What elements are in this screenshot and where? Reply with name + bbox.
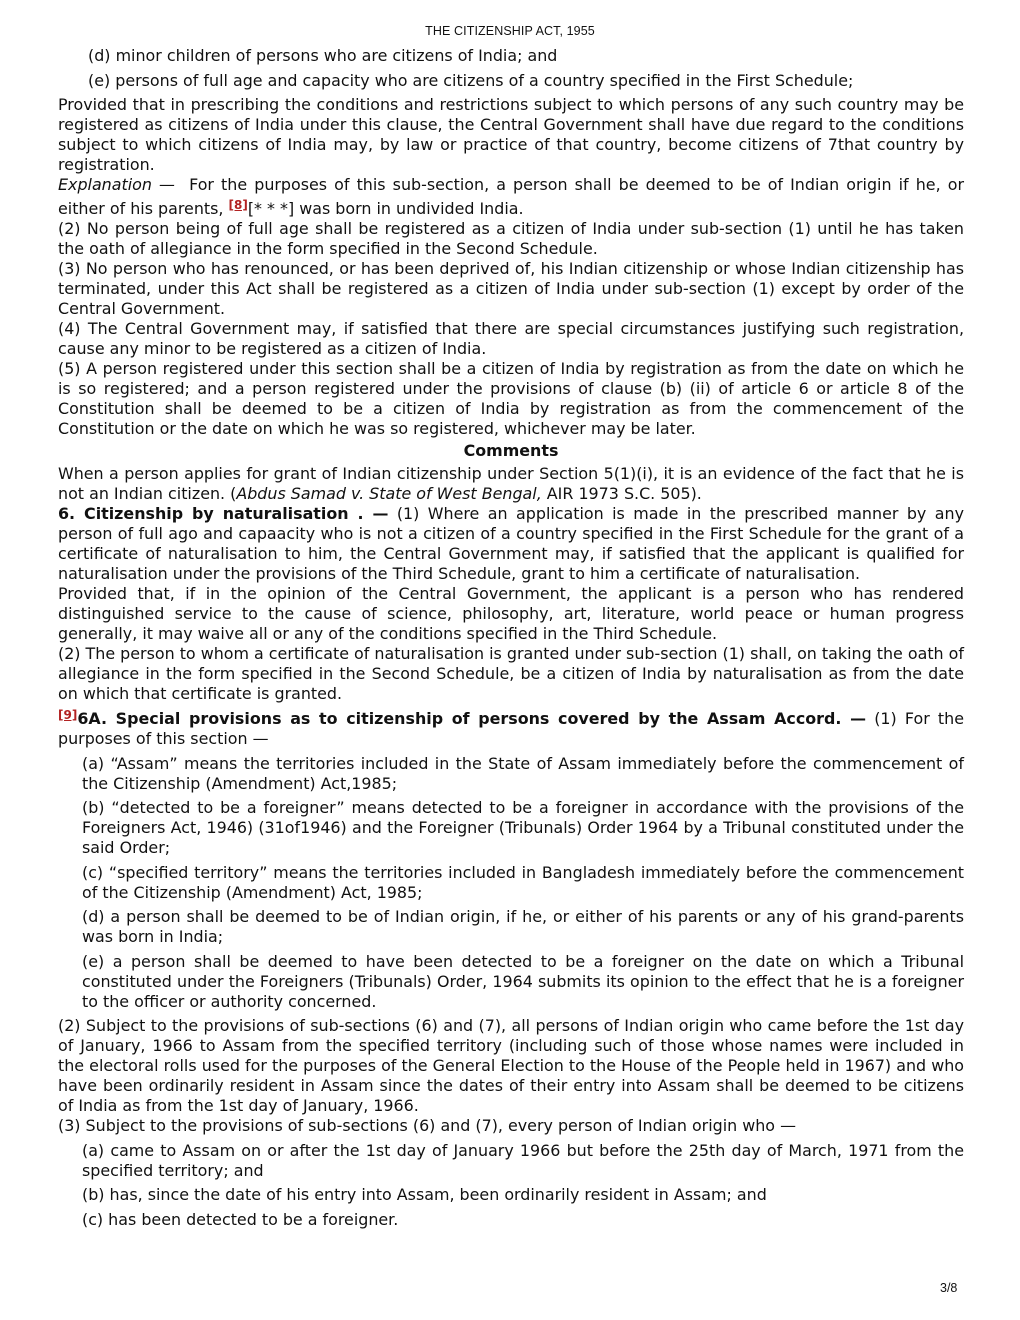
section-6a-heading: 6A. Special provisions as to citizenship of persons covered by the Assam Accord. —	[77, 709, 866, 728]
comments-paragraph: When a person applies for grant of Indian citizenship under Section 5(1)(i), it is an evidence of the fact that he is not an Indian citizen. (Abdus Samad v. State of West Bengal, AIR 1973 S.C. 505).	[58, 464, 964, 503]
section-6-subsection-2: (2) The person to whom a certificate of naturalisation is granted under sub-section (1) shall, on taking the oath of allegiance in the form specified in the Second Schedule, be a citizen of India by naturalisation as from the date on which that certificate is granted.	[58, 644, 964, 703]
definitions-list	[58, 754, 964, 1012]
subsection-5: (5) A person registered under this section shall be a citizen of India by registration as from the date on which he is so registered; and a person registered under the provisions of clause (b) (ii) of article 6 or article 8 of the Constitution shall be deemed to be a citizen of India by registration as from the commencement of the Constitution or the date on which he was so registered, whichever may be later.	[58, 359, 964, 438]
section-6-proviso: Provided that, if in the opinion of the Central Government, the applicant is a person who has rendered distinguished service to the cause of science, philosophy, art, literature, world peace or human progress generally, it may waive all or any of the conditions specified in the Third Schedule.	[58, 584, 964, 643]
subsection-4: (4) The Central Government may, if satisfied that there are special circumstances justifying such registration, cause any minor to be registered as a citizen of India.	[58, 319, 964, 358]
definition-item: (a) “Assam” means the territories included in the State of Assam immediately before the commencement of the Citizenship (Amendment) Act,1985;	[82, 753, 964, 793]
section-6a-subsection-2: (2) Subject to the provisions of sub-sections (6) and (7), all persons of Indian origin who came before the 1st day of January, 1966 to Assam from the specified territory (including such of those whose names were included in the electoral rolls used for the purposes of the General Election to the House of the People held in 1967) and who have been ordinarily resident in Assam since the dates of their entry into Assam shall be deemed to be citizens of India as from the 1st day of January, 1966.	[58, 1016, 964, 1115]
footnote-link-9[interactable]: [9]	[58, 708, 78, 722]
list-item: (a) came to Assam on or after the 1st day of January 1966 but before the 25th day of March, 1971 from the specified territory; and	[82, 1140, 964, 1180]
section-6a-subsection-3: (3) Subject to the provisions of sub-sections (6) and (7), every person of Indian origin who —	[58, 1116, 796, 1135]
list-item: (c) has been detected to be a foreigner.	[82, 1209, 399, 1229]
explanation-paragraph: Explanation — For the purposes of this sub-section, a person shall be deemed to be of Indian origin if he, or either of his parents, [8][* * *] was born in undivided India.	[58, 175, 964, 218]
list-item-e: (e) persons of full age and capacity who are citizens of a country specified in the First Schedule;	[88, 70, 854, 90]
definition-item: (e) a person shall be deemed to have been detected to be a foreigner on the date on which a Tribunal constituted under the Foreigners (Tribunals) Order, 1964 submits its opinion to the effect that he is a foreigner to the officer or authority concerned.	[82, 951, 964, 1011]
definition-item: (b) “detected to be a foreigner” means detected to be a foreigner in accordance with the provisions of the Foreigners Act, 1946) (31of1946) and the Foreigner (Tribunals) Order 1964 by a Tribunal constituted under the said Order;	[82, 798, 964, 857]
page-header: THE CITIZENSHIP ACT, 1955	[425, 24, 595, 38]
document-body	[58, 46, 964, 1230]
section-6-paragraph: 6. Citizenship by naturalisation . — (1) Where an application is made in the prescribed manner by any person of full ago and capaacity who is not a citizen of a country specified in the First Schedule for the grant of a certificate of naturalisation to him, the Central Government may, if satisfied that the applicant is qualified for naturalisation under the provisions of the Third Schedule, grant to him a certificate of naturalisation.	[58, 504, 964, 583]
subsection-3-list	[58, 1141, 964, 1230]
proviso-paragraph: Provided that in prescribing the conditions and restrictions subject to which persons of any such country may be registered as citizens of India under this clause, the Central Government shall have due regard to the conditions subject to which citizens of India may, by law or practice of that country, become citizens of 7that country by registration.	[58, 95, 964, 174]
explanation-label: Explanation —	[58, 175, 175, 194]
case-citation: Abdus Samad v. State of West Bengal,	[236, 484, 542, 503]
footnote-link-8[interactable]: [8]	[228, 198, 248, 212]
page-number: 3/8	[940, 1281, 958, 1295]
section-6a-paragraph: [9]6A. Special provisions as to citizenship of persons covered by the Assam Accord. — (1) For the purposes of this section —	[58, 708, 964, 748]
subsection-3: (3) No person who has renounced, or has been deprived of, his Indian citizenship or whose Indian citizenship has terminated, under this Act shall be registered as a citizen of India under sub-section (1) except by order of the Central Government.	[58, 259, 964, 318]
section-6-heading: 6. Citizenship by naturalisation . —	[58, 504, 389, 523]
comments-heading: Comments	[463, 441, 559, 460]
definition-item: (c) “specified territory” means the territories included in Bangladesh immediately before the commencement of the Citizenship (Amendment) Act, 1985;	[82, 862, 964, 902]
list-item: (b) has, since the date of his entry into Assam, been ordinarily resident in Assam; and	[82, 1185, 767, 1204]
definition-item: (d) a person shall be deemed to be of Indian origin, if he, or either of his parents or any of his grand-parents was born in India;	[82, 907, 964, 946]
subsection-2: (2) No person being of full age shall be registered as a citizen of India under sub-section (1) until he has taken the oath of allegiance in the form specified in the Second Schedule.	[58, 219, 964, 258]
list-item-d: (d) minor children of persons who are citizens of India; and	[88, 46, 558, 65]
